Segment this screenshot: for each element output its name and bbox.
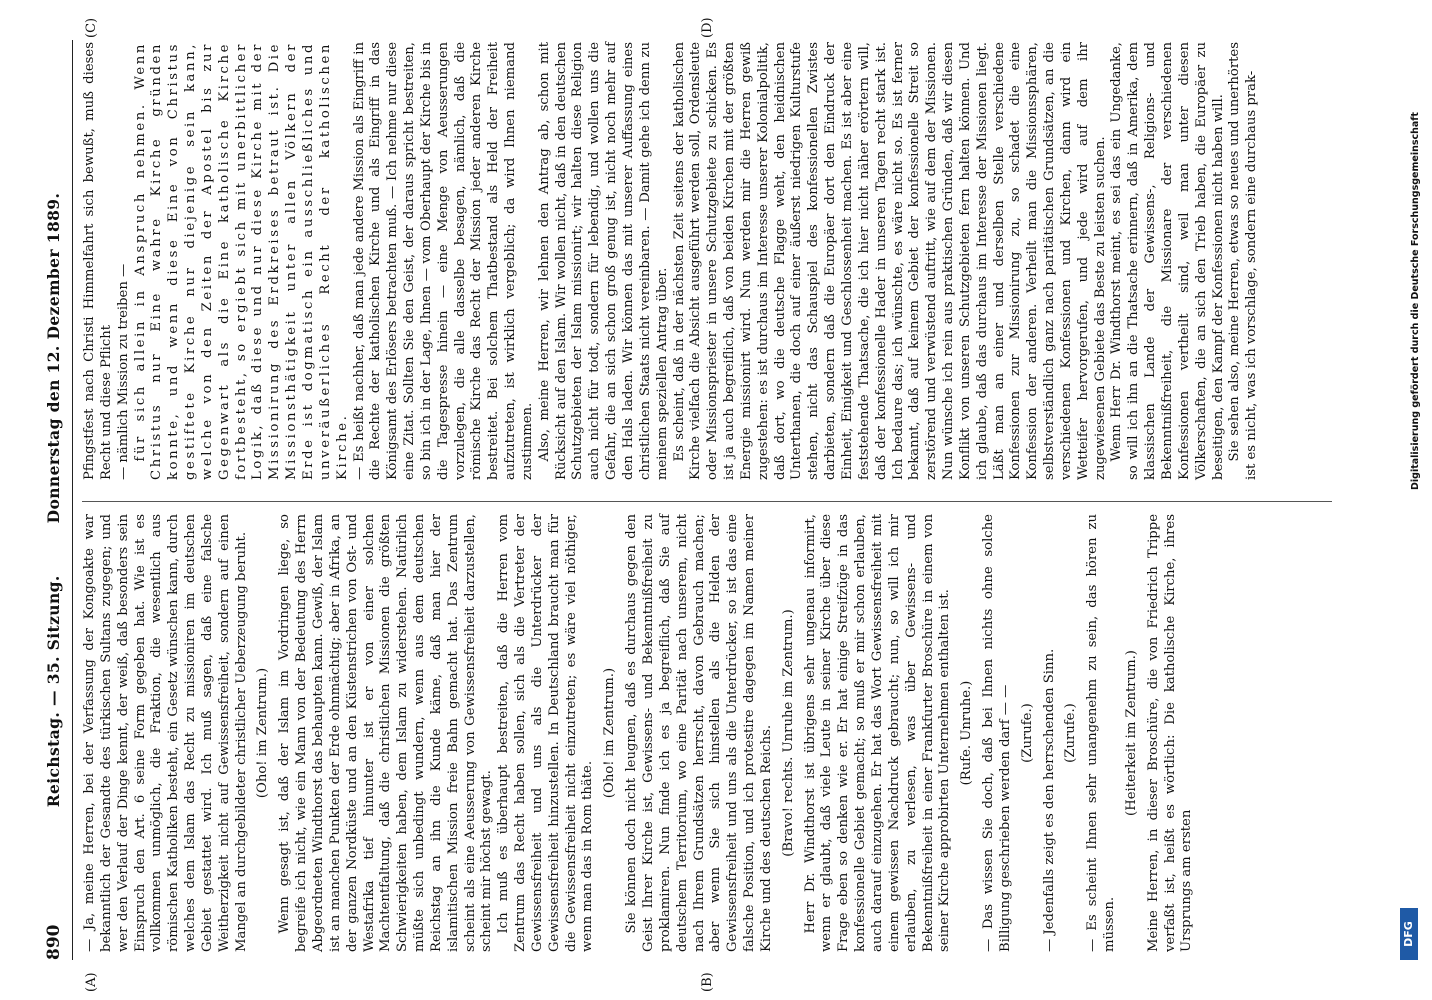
paragraph: Wenn gesagt ist, daß der Islam im Vordringen liege, so begreife ich nicht, wie ein Mann von der Bedeutung des Herrn Abgeordneten Windthorst das behaupten kann. Gewiß, der Islam ist an manchen Punkten der Erde ohnmächtig; aber in Afrika, an der ganzen Nordküste und an den Küstenstrichen von Ost- und Westafrika tief hinunter ist er von einer solchen Machtentfaltung, daß die christlichen Missionen die größten Schwierigkeiten haben, dem Islam zu widerstehen. Natürlich müßte sich unbedingt wundern, wenn aus dem deutschen Reichstag an ihn die Kunde käme, daß man hier der islamitischen Mission freie Bahn gemacht hat. Das Zentrum scheint als eine Aeusserung von Gewissensfreiheit darzustellen, scheint mir höchst gewagt.: [277, 514, 495, 952]
header-rule: [72, 40, 73, 960]
page-header: [40, 40, 70, 960]
paragraph: — Jedenfalls zeigt es den herrschenden Sinn.: [1041, 648, 1057, 952]
paragraph: Ich muß es überhaupt bestreiten, daß die Herren vom Zentrum das Recht haben sollen, sich als die Vertreter der Gewissensfreiheit und uns als die Unterdrücker der Gewissensfreiheit hinzustellen. In Deutschland braucht man für die Gewissensfreiheit nicht einzutreten; es wäre viel nöthiger, wenn man das in Rom thäte.: [496, 514, 596, 952]
paragraph: Es scheint, daß in der nächsten Zeit seitens der katholischen Kirche vielfach die Absicht ausgeführt werden soll, Ordensleute oder Missionspriester in unsere Schutzgebiete zu schicken. Es ist ja auch begreiflich, daß von beiden Kirchen mit der größten Energie missionirt wird. Nun werden mir die Herren gewiß zugestehen: es ist durchaus im Interesse unserer Kolonialpolitik, daß dort, wo die deutsche Flagge weht, den heidnischen Unterthanen, die doch auf einer äußerst niedrigen Kulturstufe stehen, nicht das Schauspiel des konfessionellen Zwistes darbieten, sondern daß die Europäer dort den Eindruck der Einheit, Einigkeit und Geschlossenheit machen. Es ist aber eine feststehende Thatsache, die ich hier nicht näher erörtern will, daß der konfessionelle Hader in unseren Tagen recht stark ist. Ich bedaure das; ich wünschte, es wäre nicht so. Es ist ferner bekannt, daß auf keinem Gebiet der konfessionelle Streit so zerstörend und verwüstend auftritt, wie auf dem der Missionen. Nun wünsche ich rein aus praktischen Gründen, daß wir diesen Konflikt von unseren Schutzgebieten fern halten können. Und ich glaube, daß das durchaus im Interesse der Missionen liegt. Läßt man an einer und derselben Stelle verschiedene Konfessionen zur Missionirung zu, so schadet die eine Konfession der anderen. Verheilt man die Missionssphären, selbstverständlich ganz nach paritätischen Grundsätzen, an die verschiedenen Konfessionen und Kirchen, dann wird ein Wetteifer hervorgerufen, und jede wird auf dem ihr zugewiesenen Gebiete das Beste zu leisten suchen.: [671, 42, 1108, 480]
interjection: (Oho! im Zentrum.): [255, 667, 271, 799]
dfg-logo: DFG: [1400, 908, 1418, 960]
running-header: [44, 100, 63, 900]
session-date: Donnerstag den 12. Dezember 1889.: [44, 192, 63, 524]
interjection: (Rufe. Unruhe.): [959, 680, 975, 786]
margin-mark-c: (C): [84, 17, 99, 38]
interjection: (Bravo! rechts. Unruhe im Zentrum.): [780, 609, 796, 857]
interjection: (Zurufe.): [1063, 703, 1079, 763]
paragraph: Also, meine Herren, wir lehnen den Antrag ab, schon mit Rücksicht auf den Islam. Wir wollen nicht, daß in den deutschen Schutzgebieten der Islam missionirt; wir halten diese Religion auch nicht für todt, sondern für lebendig, und wollen uns die Gefahr, die an sich schon groß genug ist, nicht noch mehr auf den Hals laden. Wir können das mit unserer Auffassung eines christlichen Staats nicht vereinbaren. — Damit gehe ich denn zu meinem speziellen Antrag über.: [536, 42, 670, 480]
paragraph: — Es heißt nachher, daß man jede andere Mission als Eingriff in die Rechte der katholischen Kirche und als Eingriff in das Königsamt des Erlösers betrachten muß. — Ich nehme nur diese eine Zitat. Sollten Sie den Geist, der daraus spricht bestreiten, so bin ich in der Lage, Ihnen — vom Oberhaupt der Kirche bis in die Tagespresse hinein — eine Menge von Aeusserungen vorzulegen, die alle dasselbe besagen, nämlich, daß die römische Kirche das Recht der Mission jeder anderen Kirche bestreitet. Bei solchem Thatbestand als Held der Freiheit aufzutreten, ist wirklich vergeblich; da wird Ihnen niemand zustimmen.: [351, 42, 535, 480]
left-text-column: [82, 514, 1196, 952]
column-divider: [82, 501, 1332, 502]
paragraph: — Es scheint Ihnen sehr unangenehm zu sein, das hören zu müssen.: [1085, 514, 1118, 952]
right-text-column: [82, 42, 1261, 480]
interjection: (Oho! im Zentrum.): [602, 667, 618, 799]
paragraph: Pfingstfest nach Christi Himmelfahrt sich bewußt, muß dieses Recht und diese Pflicht: [82, 42, 114, 480]
paragraph: Meine Herren, in dieser Broschüre, die von Friedrich Trippe verfaßt ist, heißt es wörtlich: Die katholische Kirche, ihres Ursprungs am ersten: [1145, 514, 1195, 952]
margin-mark-a: (A): [84, 972, 99, 992]
paragraph: Sie sehen also, meine Herren, etwas so neues und unerhörtes ist es nicht, was ich vorschlage, sondern eine durchaus prak-: [1227, 42, 1260, 480]
paragraph: Wenn Herr Dr. Windthorst meint, es sei das ein Ungedanke, so will ich ihn an die Thatsache erinnern, daß in Amerika, dem klassischen Lande der Gewissens-, Religions- und Bekenntnißfreiheit, die Missionare der verschiedenen Konfessionen vertheilt sind, weil man unter diesen Völkerschaften, die an sich den Trieb haben, die Europäer zu beseitigen, den Kampf der Konfessionen nicht haben will.: [1109, 42, 1226, 480]
interjection: (Zurufe.): [1019, 703, 1035, 763]
margin-mark-d: (D): [700, 17, 715, 38]
paragraph: — Ja, meine Herren, bei der Verfassung der Kongoakte war bekanntlich der Gesandte des türkischen Sultans zugegen; und wer den Verlauf der Dinge kennt, der weiß, daß besonders sein Einspruch den Art. 6 seine Form gegeben hat. Wie ist es vollkommen unmöglich, die Fraktion, die wesentlich aus römischen Katholiken besteht, ein Gesetz wünschen kann, durch welches dem Islam das Recht zu missioniren im deutschen Gebiet gestattet wird. Ich muß sagen, daß eine falsche Weitherzigkeit nicht auf Gewissensfreiheit, sondern auf einen Mangel an durchgebildeter christlicher Ueberzeugung beruht.: [82, 514, 249, 952]
paragraph: Herr Dr. Windthorst ist übrigens sehr ungenau informirt, wenn er glaubt, daß viele Leute in seiner Kirche über diese Frage eben so denken wie er. Er hat einige Streifzüge in das konfessionelle Gebiet gemacht; so muß er mir schon erlauben, auch darauf einzugehen. Er hat das Wort Gewissensfreiheit mit einem gewissen Nachdruck gebraucht; nun, so will ich mir erlauben, zu verlesen, was über Gewissens- und Bekenntnißfreiheit in einer Frankfurter Broschüre in einem von seiner Kirche approbirten Unternehmen enthalten ist.: [802, 514, 953, 952]
running-title: Reichstag. — 35. Sitzung.: [44, 575, 63, 808]
paragraph: — Das wissen Sie doch, daß bei Ihnen nichts ohne solche Billigung geschrieben werden darf — —: [981, 514, 1013, 952]
interjection: (Heiterkeit im Zentrum.): [1123, 650, 1139, 816]
paragraph: Sie können doch nicht leugnen, daß es durchaus gegen den Geist Ihrer Kirche ist, Gewissens- und Bekenntnißfreiheit zu proklamiren. Nun finde ich es ja begreiflich, daß Sie auf deutschem Territorium, wo eine Parität nach unserem, nicht nach Ihrem Grundsätzen herrscht, davon Gebrauch machen; aber wenn Sie sich hinstellen als die Helden der Gewissensfreiheit und uns als die Unterdrücker, so ist das eine falsche Position, und ich protestire dagegen im Namen meiner Kirche und des deutschen Reichs.: [624, 514, 774, 952]
paragraph: — nämlich Mission zu treiben —: [115, 263, 131, 480]
digitization-note: Digitalisierung gefördert durch die Deutsche Forschungsgemeinschaft: [1410, 112, 1421, 490]
paragraph: für sich allein in Anspruch nehmen. Wenn Christus nur Eine wahre Kirche gründen konnte, und wenn diese Eine von Christus gestiftete Kirche nur diejenige sein kann, welche von den Zeiten der Apostel bis zur Gegenwart als die Eine katholische Kirche fortbesteht, so ergiebt sich mit unerbittlicher Logik, daß diese und nur diese Kirche mit der Missionirung des Erdkreises betraut ist. Die Missionsthätigkeit unter allen Völkern der Erde ist dogmatisch ein ausschließliches und unveräußerliches Recht der katholischen Kirche.: [132, 42, 350, 480]
margin-mark-b: (B): [700, 972, 715, 992]
page-number: 890: [44, 924, 64, 960]
